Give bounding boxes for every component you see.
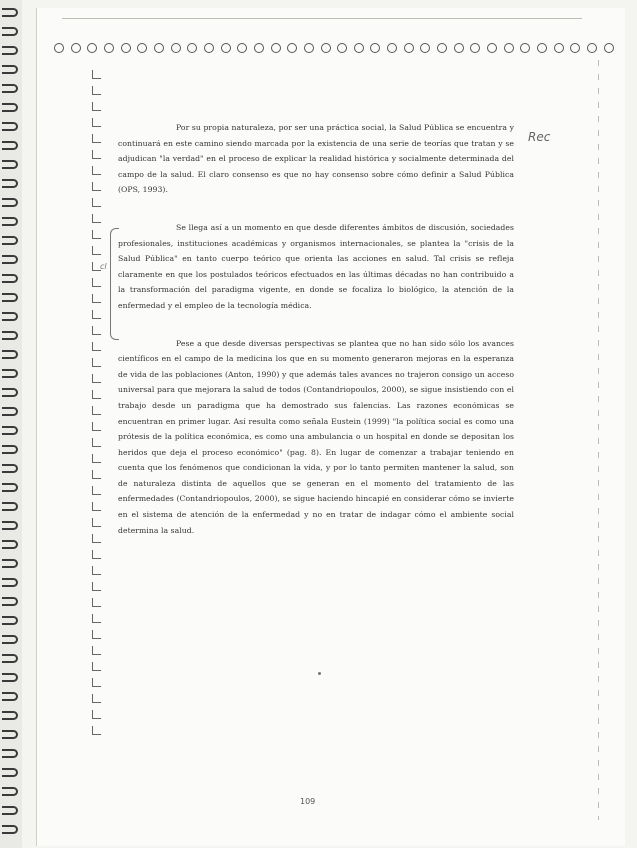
margin-tick: [92, 710, 101, 719]
punch-hole: [337, 43, 347, 53]
margin-tick: [92, 166, 101, 175]
margin-tick: [92, 614, 101, 623]
binding-ring: [2, 616, 18, 625]
binding-ring: [2, 787, 18, 796]
punch-hole: [287, 43, 297, 53]
margin-tick: [92, 678, 101, 687]
margin-tick: [92, 134, 101, 143]
margin-tick: [92, 342, 101, 351]
binding-ring: [2, 825, 18, 834]
punch-holes: [54, 41, 614, 55]
margin-tick: [92, 86, 101, 95]
punch-hole: [71, 43, 81, 53]
margin-tick: [92, 406, 101, 415]
margin-tick: [92, 310, 101, 319]
binding-ring: [2, 521, 18, 530]
binding-ring: [2, 179, 18, 188]
binding-ring: [2, 806, 18, 815]
binding-ring: [2, 236, 18, 245]
margin-tick: [92, 150, 101, 159]
margin-tick: [92, 358, 101, 367]
margin-tick: [92, 502, 101, 511]
punch-hole: [237, 43, 247, 53]
binding-ring: [2, 445, 18, 454]
margin-tick: [92, 550, 101, 559]
page-number: 109: [300, 797, 316, 806]
binding-ring: [2, 635, 18, 644]
binding-ring: [2, 103, 18, 112]
binding-ring: [2, 255, 18, 264]
margin-tick: [92, 118, 101, 127]
handwritten-note-left: cl: [100, 262, 107, 271]
margin-tick: [92, 486, 101, 495]
margin-tick: [92, 214, 101, 223]
binding-ring: [2, 540, 18, 549]
punch-hole: [87, 43, 97, 53]
top-edge-line: [62, 18, 582, 19]
margin-tick: [92, 566, 101, 575]
punch-hole: [587, 43, 597, 53]
binding-ring: [2, 141, 18, 150]
binding-ring: [2, 559, 18, 568]
punch-hole: [121, 43, 131, 53]
punch-hole: [321, 43, 331, 53]
margin-tick: [92, 390, 101, 399]
punch-hole: [420, 43, 430, 53]
margin-tick: [92, 230, 101, 239]
binding-ring: [2, 27, 18, 36]
punch-hole: [271, 43, 281, 53]
binding-ring: [2, 8, 18, 17]
punch-hole: [537, 43, 547, 53]
binding-ring: [2, 274, 18, 283]
binding-ring: [2, 654, 18, 663]
margin-tick: [92, 374, 101, 383]
right-edge-marks: [598, 60, 599, 820]
punch-hole: [370, 43, 380, 53]
punch-hole: [137, 43, 147, 53]
stray-mark: [318, 672, 321, 675]
punch-hole: [470, 43, 480, 53]
binding-ring: [2, 122, 18, 131]
binding-ring: [2, 198, 18, 207]
margin-tick: [92, 294, 101, 303]
punch-hole: [487, 43, 497, 53]
margin-tick: [92, 662, 101, 671]
binding-ring: [2, 331, 18, 340]
binding-ring: [2, 597, 18, 606]
binding-ring: [2, 730, 18, 739]
binding-ring: [2, 46, 18, 55]
binding-ring: [2, 388, 18, 397]
punch-hole: [304, 43, 314, 53]
punch-hole: [187, 43, 197, 53]
margin-tick: [92, 70, 101, 79]
margin-tick: [92, 630, 101, 639]
binding-ring: [2, 217, 18, 226]
binding-ring: [2, 749, 18, 758]
margin-tick: [92, 246, 101, 255]
punch-hole: [171, 43, 181, 53]
margin-tick: [92, 102, 101, 111]
binding-ring: [2, 692, 18, 701]
punch-hole: [454, 43, 464, 53]
margin-tick: [92, 422, 101, 431]
punch-hole: [154, 43, 164, 53]
binding-ring: [2, 312, 18, 321]
spiral-binding: [0, 0, 22, 848]
body-text: [118, 120, 514, 560]
punch-hole: [254, 43, 264, 53]
punch-hole: [221, 43, 231, 53]
punch-hole: [437, 43, 447, 53]
margin-tick: [92, 438, 101, 447]
binding-ring: [2, 369, 18, 378]
binding-ring: [2, 407, 18, 416]
binding-ring: [2, 464, 18, 473]
binding-ring: [2, 350, 18, 359]
binding-ring: [2, 160, 18, 169]
binding-ring: [2, 673, 18, 682]
binding-ring: [2, 768, 18, 777]
punch-hole: [570, 43, 580, 53]
margin-tick: [92, 598, 101, 607]
punch-hole: [104, 43, 114, 53]
punch-hole: [554, 43, 564, 53]
margin-tick: [92, 454, 101, 463]
binding-ring: [2, 483, 18, 492]
paragraph-3: Pese a que desde diversas perspectivas se plantea que no han sido sólo los avances científicos en el campo de la medicina los que en su momento generaron mejoras en la esperanza de vida de las poblaciones (Anton, 1990) y que además tales avances no trajeron consigo un acceso universal para que mejorara la salud de todos (Contandriopoulos, 2000), se sigue insistiendo con el trabajo desde un paradigma que ha demostrado sus falencias. Las razones económicas se encuentran en primer lugar. Así resulta como señala Eustein (1999) "la política social es como una prótesis de la política económica, es como una ambulancia o un hospital en donde se depositan los heridos que deja el proceso económico" (pag. 8). En lugar de comenzar a trabajar teniendo en cuenta que los fenómenos que condicionan la vida, y por lo tanto permiten mantener la salud, son de naturaleza distinta de aquellos que se generan en el momento del tratamiento de las enfermedades (Contandriopoulos, 2000), se sigue haciendo hincapié en considerar cómo se invierte en el sistema de atención de la enfermedad y no en tratar de indagar cómo el ambiente social determina la salud.: [118, 338, 514, 535]
left-margin-ticks: [92, 70, 112, 750]
handwritten-note-right: Rec: [528, 130, 551, 144]
binding-ring: [2, 502, 18, 511]
binding-ring: [2, 293, 18, 302]
margin-tick: [92, 726, 101, 735]
margin-tick: [92, 278, 101, 287]
paragraph-2: Se llega así a un momento en que desde diferentes ámbitos de discusión, sociedades profesionales, instituciones académicas y organismos internacionales, se plantea la "crisis de la Salud Pública" en tanto cuerpo teórico que orienta las acciones en salud. Tal crisis se refleja claramente en que los postulados teóricos efectuados en las últimas décadas no han contribuido a la transformación del paradigma vigente, en donde se focaliza lo biológico, la atención de la enfermedad y el empleo de la tecnología médica.: [118, 222, 514, 310]
punch-hole: [204, 43, 214, 53]
binding-ring: [2, 711, 18, 720]
margin-tick: [92, 534, 101, 543]
binding-ring: [2, 578, 18, 587]
margin-tick: [92, 470, 101, 479]
margin-tick: [92, 646, 101, 655]
margin-tick: [92, 182, 101, 191]
punch-hole: [354, 43, 364, 53]
margin-tick: [92, 582, 101, 591]
binding-ring: [2, 426, 18, 435]
punch-hole: [504, 43, 514, 53]
punch-hole: [520, 43, 530, 53]
paragraph-1: Por su propia naturaleza, por ser una práctica social, la Salud Pública se encuentra y continuará en este camino siendo marcada por la existencia de una serie de teorías que tratan y se adjudican "la verdad" en el proceso de explicar la realidad histórica y socialmente determinada del campo de la salud. El claro consenso es que no hay consenso sobre cómo definir a Salud Pública (OPS, 1993).: [118, 123, 514, 195]
margin-tick: [92, 518, 101, 527]
punch-hole: [54, 43, 64, 53]
punch-hole: [404, 43, 414, 53]
punch-hole: [604, 43, 614, 53]
margin-tick: [92, 694, 101, 703]
binding-ring: [2, 84, 18, 93]
punch-hole: [387, 43, 397, 53]
margin-tick: [92, 198, 101, 207]
margin-tick: [92, 326, 101, 335]
binding-ring: [2, 65, 18, 74]
